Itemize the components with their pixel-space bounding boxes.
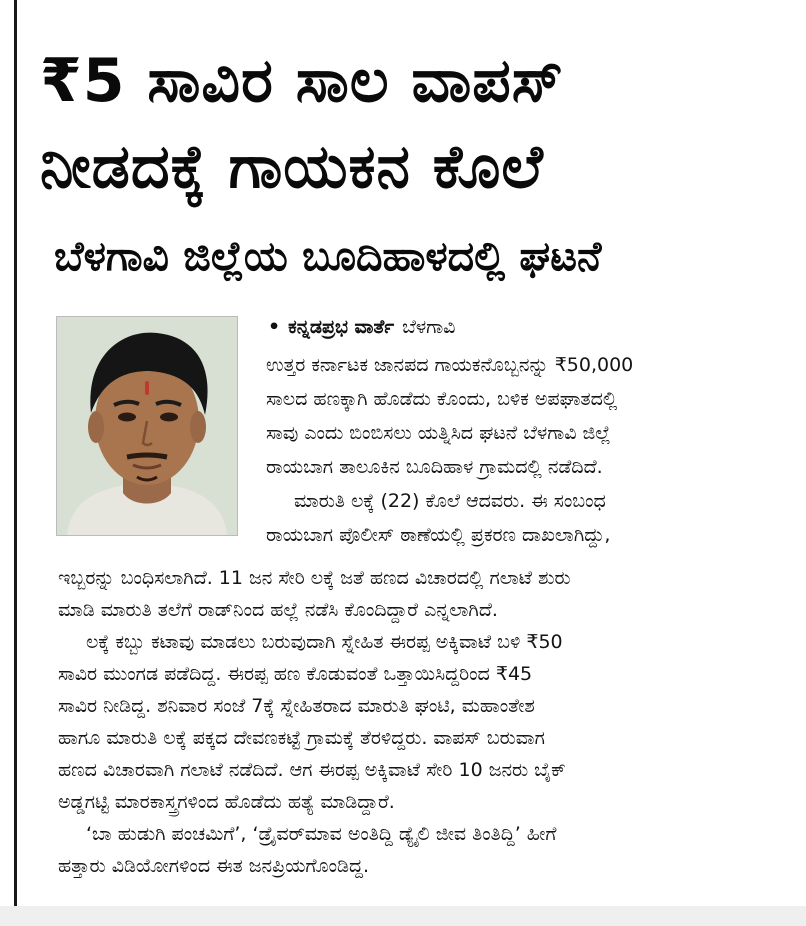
article-wide-column (58, 562, 798, 882)
article-line: ರಾಯಬಾಗ ಪೊಲೀಸ್ ಠಾಣೆಯಲ್ಲಿ ಪ್ರಕರಣ ದಾಖಲಾಗಿದ್ದು, (266, 524, 611, 546)
article-line: ಉತ್ತರ ಕರ್ನಾಟಕ ಜಾನಪದ ಗಾಯಕನೊಬ್ಬನನ್ನು ₹50,000 (266, 354, 634, 376)
article-line: ಇಬ್ಬರನ್ನು ಬಂಧಿಸಲಾಗಿದೆ. 11 ಜನ ಸೇರಿ ಲಕ್ಕೆ ಜತೆ ಹಣದ ವಿಚಾರದಲ್ಲಿ ಗಲಾಟೆ ಶುರು (58, 567, 571, 589)
article-line: ಮಾಡಿ ಮಾರುತಿ ತಲೆಗೆ ರಾಡ್‌ನಿಂದ ಹಲ್ಲೆ ನಡೆಸಿ ಕೊಂದಿದ್ದಾರೆ ಎನ್ನಲಾಗಿದೆ. (58, 599, 498, 621)
byline (268, 312, 455, 342)
subheadline: ಬೆಳಗಾವಿ ಜಿಲ್ಲೆಯ ಬೂದಿಹಾಳದಲ್ಲಿ ಘಟನೆ (54, 232, 602, 280)
byline-place: ಬೆಳಗಾವಿ (402, 316, 456, 338)
article-line: ಅಡ್ಡಗಟ್ಟಿ ಮಾರಕಾಸ್ತ್ರಗಳಿಂದ ಹೊಡೆದು ಹತ್ಯೆ ಮಾಡಿದ್ದಾರೆ. (58, 791, 395, 813)
article-line: ಸಾವಿರ ಮುಂಗಡ ಪಡೆದಿದ್ದ. ಈರಪ್ಪ ಹಣ ಕೊಡುವಂತೆ ಒತ್ತಾಯಿಸಿದ್ದರಿಂದ ₹45 (58, 663, 533, 685)
headline-line-1: ₹5 ಸಾವಿರ ಸಾಲ ವಾಪಸ್ (40, 46, 565, 116)
bottom-band (0, 906, 806, 926)
article-line: ಲಕ್ಕೆ ಕಬ್ಬು ಕಟಾವು ಮಾಡಲು ಬರುವುದಾಗಿ ಸ್ನೇಹಿತ ಈರಪ್ಪ ಅಕ್ಕಿವಾಟೆ ಬಳಿ ₹50 (86, 631, 563, 653)
article-line: ಹತ್ತಾರು ವಿಡಿಯೋಗಳಿಂದ ಈತ ಜನಪ್ರಿಯಗೊಂಡಿದ್ದ. (58, 855, 370, 877)
headline-line-2: ನೀಡದಕ್ಕೆ ಗಾಯಕನ ಕೊಲೆ (40, 132, 544, 202)
byline-outlet: ಕನ್ನಡಪ್ರಭ ವಾರ್ತೆ (288, 316, 395, 338)
portrait-illustration (57, 317, 237, 535)
article-line: ಹಣದ ವಿಚಾರವಾಗಿ ಗಲಾಟೆ ನಡೆದಿದೆ. ಆಗ ಈರಪ್ಪ ಅಕ್ಕಿವಾಟೆ ಸೇರಿ 10 ಜನರು ಬೈಕ್ (58, 759, 566, 781)
byline-bullet: • (268, 316, 281, 338)
article-line: ಸಾಲದ ಹಣಕ್ಕಾಗಿ ಹೊಡೆದು ಕೊಂದು, ಬಳಿಕ ಅಪಘಾತದಲ್ಲಿ (266, 388, 618, 410)
column-rule (14, 0, 17, 926)
headline (40, 38, 800, 210)
article-line: ಸಾವಿರ ನೀಡಿದ್ದ. ಶನಿವಾರ ಸಂಜೆ 7ಕ್ಕೆ ಸ್ನೇಹಿತರಾದ ಮಾರುತಿ ಘಂಟಿ, ಮಹಾಂತೇಶ (58, 695, 535, 717)
article-narrow-column (266, 348, 786, 552)
article-line: ಸಾವು ಎಂದು ಬಿಂಬಿಸಲು ಯತ್ನಿಸಿದ ಘಟನೆ ಬೆಳಗಾವಿ ಜಿಲ್ಲೆ (266, 422, 611, 444)
article-line: ಮಾರುತಿ ಲಕ್ಕೆ (22) ಕೊಲೆ ಆದವರು. ಈ ಸಂಬಂಧ (294, 490, 606, 512)
article-line: ‘ಬಾ ಹುಡುಗಿ ಪಂಚಮಿಗೆ’, ‘ಡ್ರೈವರ್‌ಮಾವ ಅಂತಿದ್ದಿ ಡ್ಯೈಲಿ ಜೀವ ತಿಂತಿದ್ದಿ’ ಹೀಗೆ (86, 823, 557, 845)
article-line: ರಾಯಬಾಗ ತಾಲೂಕಿನ ಬೂದಿಹಾಳ ಗ್ರಾಮದಲ್ಲಿ ನಡೆದಿದೆ. (266, 456, 603, 478)
singer-photo (56, 316, 238, 536)
article-line: ಹಾಗೂ ಮಾರುತಿ ಲಕ್ಕೆ ಪಕ್ಕದ ದೇವಣಕಟ್ಟೆ ಗ್ರಾಮಕ್ಕೆ ತೆರಳಿದ್ದರು. ವಾಪಸ್ ಬರುವಾಗ (58, 727, 545, 749)
